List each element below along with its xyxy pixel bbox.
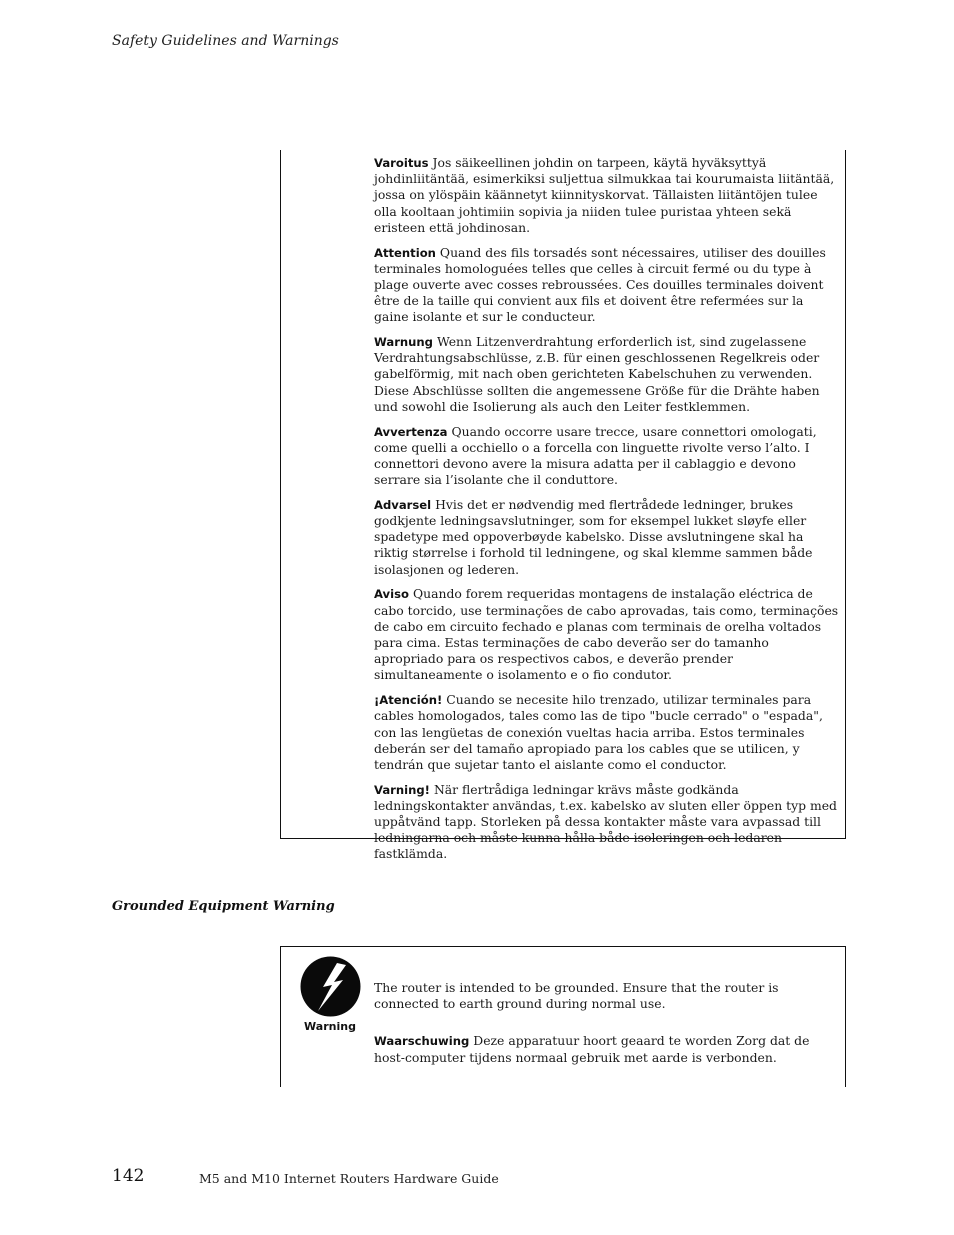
footer-book-title: M5 and M10 Internet Routers Hardware Guide [199,1171,499,1186]
warning-entry-finnish [374,155,839,236]
language-label: Attention [374,245,436,260]
warning-icon-label: Warning [304,1020,356,1033]
running-header: Safety Guidelines and Warnings [112,33,339,49]
warning-entry-swedish [374,782,839,863]
warning-text: Wenn Litzenverdrahtung erforderlich ist, sind zugelassene Verdrahtungsabschlüsse, z.B. für einen geschlossenen Regelkreis oder gabelförmig, mit nach oben gerichteten Kabelschuhen zu verwenden. Diese Abschlüsse sollten die angemessene Größe für die Drähte haben und sowohl die Isolierung als auch den Leiter festklemmen. [374,334,820,414]
warning-entry-norwegian [374,497,839,578]
warning-text: Quand des fils torsadés sont nécessaires, utiliser des douilles terminales homologuées telles que celles à circuit fermé ou du type à plage ouverte avec cosses rebroussées. Ces douilles terminales doivent être de la taille qui convient aux fils et doivent être refermées sur la gaine isolante et sur le conducteur. [374,244,826,325]
warning-icon-block [299,956,361,1033]
warning-text: Hvis det er nødvendig med flertrådede ledninger, brukes godkjente ledningsavslutninger, som for eksempel lukket sløyfe eller spadetype med oppoverbøyde kabelsko. Disse avslutningene skal ha riktig størrelse i forhold til ledningene, og skal klemme sammen både isolasjonen og lederen. [374,496,813,577]
warning-entry-dutch [374,1033,839,1065]
page-number: 142 [112,1166,145,1186]
language-label: ¡Atención! [374,693,443,708]
warning-entry-italian [374,424,839,489]
warning-entry-french [374,245,839,326]
language-label: Aviso [374,587,409,602]
language-label: Varoitus [374,156,429,170]
warning-text: Deze apparatuur hoort geaard te worden Zorg dat de host-computer tijdens normaal gebruik met aarde is verbonden. [374,1033,810,1065]
warning-entry-spanish [374,692,839,773]
warning-text: Quando occorre usare trecce, usare connettori omologati, come quelli a occhiello o a forcella con linguette rivolte verso l’alto. I connettori devono avere la misura adatta per il cablaggio e devono serrare sia l’isolante che il conduttore. [374,423,817,488]
language-label: Warnung [374,335,433,350]
language-label: Waarschuwing [374,1034,470,1049]
section-title: Grounded Equipment Warning [112,899,335,914]
warning-text: Cuando se necesite hilo trenzado, utilizar terminales para cables homologados, tales como las de tipo "bucle cerrado" o "espada", con las lengüetas de conexión vueltas hacia arriba. Estos terminales deberán ser del tamaño apropiado para los cables que se utilicen, y tendrán que sujetar tanto el aislante como el conductor. [374,692,823,772]
stranded-wire-warning-box [280,150,846,862]
warning-text: När flertrådiga ledningar krävs måste godkända ledningskontakter användas, t.ex. kabelsko av sluten eller öppen typ med uppåtvänd tapp. Storleken på dessa kontakter måste vara avpassad till ledningarna och måste kunna hålla både isoleringen och ledaren fastklämda. [374,781,837,862]
warning-text: Jos säikeellinen johdin on tarpeen, käytä hyväksyttyä johdinliitäntää, esimerkiksi suljettua silmukkaa tai kourumaista liitäntää, jossa on ylöspäin käännetyt kiinnityskorvat. Tällaisten liitäntöjen tulee olla kooltaan johtimiin sopivia ja niiden tulee puristaa yhteen sekä eristeen että johdinosan. [374,155,835,235]
warning-entry-english: The router is intended to be grounded. Ensure that the router is connected to earth ground during normal use. [374,980,779,1012]
warning-translations-list [374,155,839,871]
lightning-bolt-warning-icon [300,956,361,1017]
warning-entry-portuguese [374,586,839,683]
language-label: Avvertenza [374,424,448,439]
language-label: Varning! [374,782,430,797]
grounded-warning-translations [374,980,839,1087]
warning-entry-german [374,334,839,415]
warning-text: Quando forem requeridas montagens de instalação eléctrica de cabo torcido, use terminações de cabo aprovadas, tais como, terminações de cabo em circuito fechado e planas com terminais de orelha voltados para cima. Estas terminações de cabo deverão ser do tamanho apropriado para os respectivos cabos, e deverão prender simultaneamente o isolamento e o fio condutor. [374,586,839,683]
language-label: Advarsel [374,497,432,512]
grounded-equipment-warning-box [280,946,846,1087]
